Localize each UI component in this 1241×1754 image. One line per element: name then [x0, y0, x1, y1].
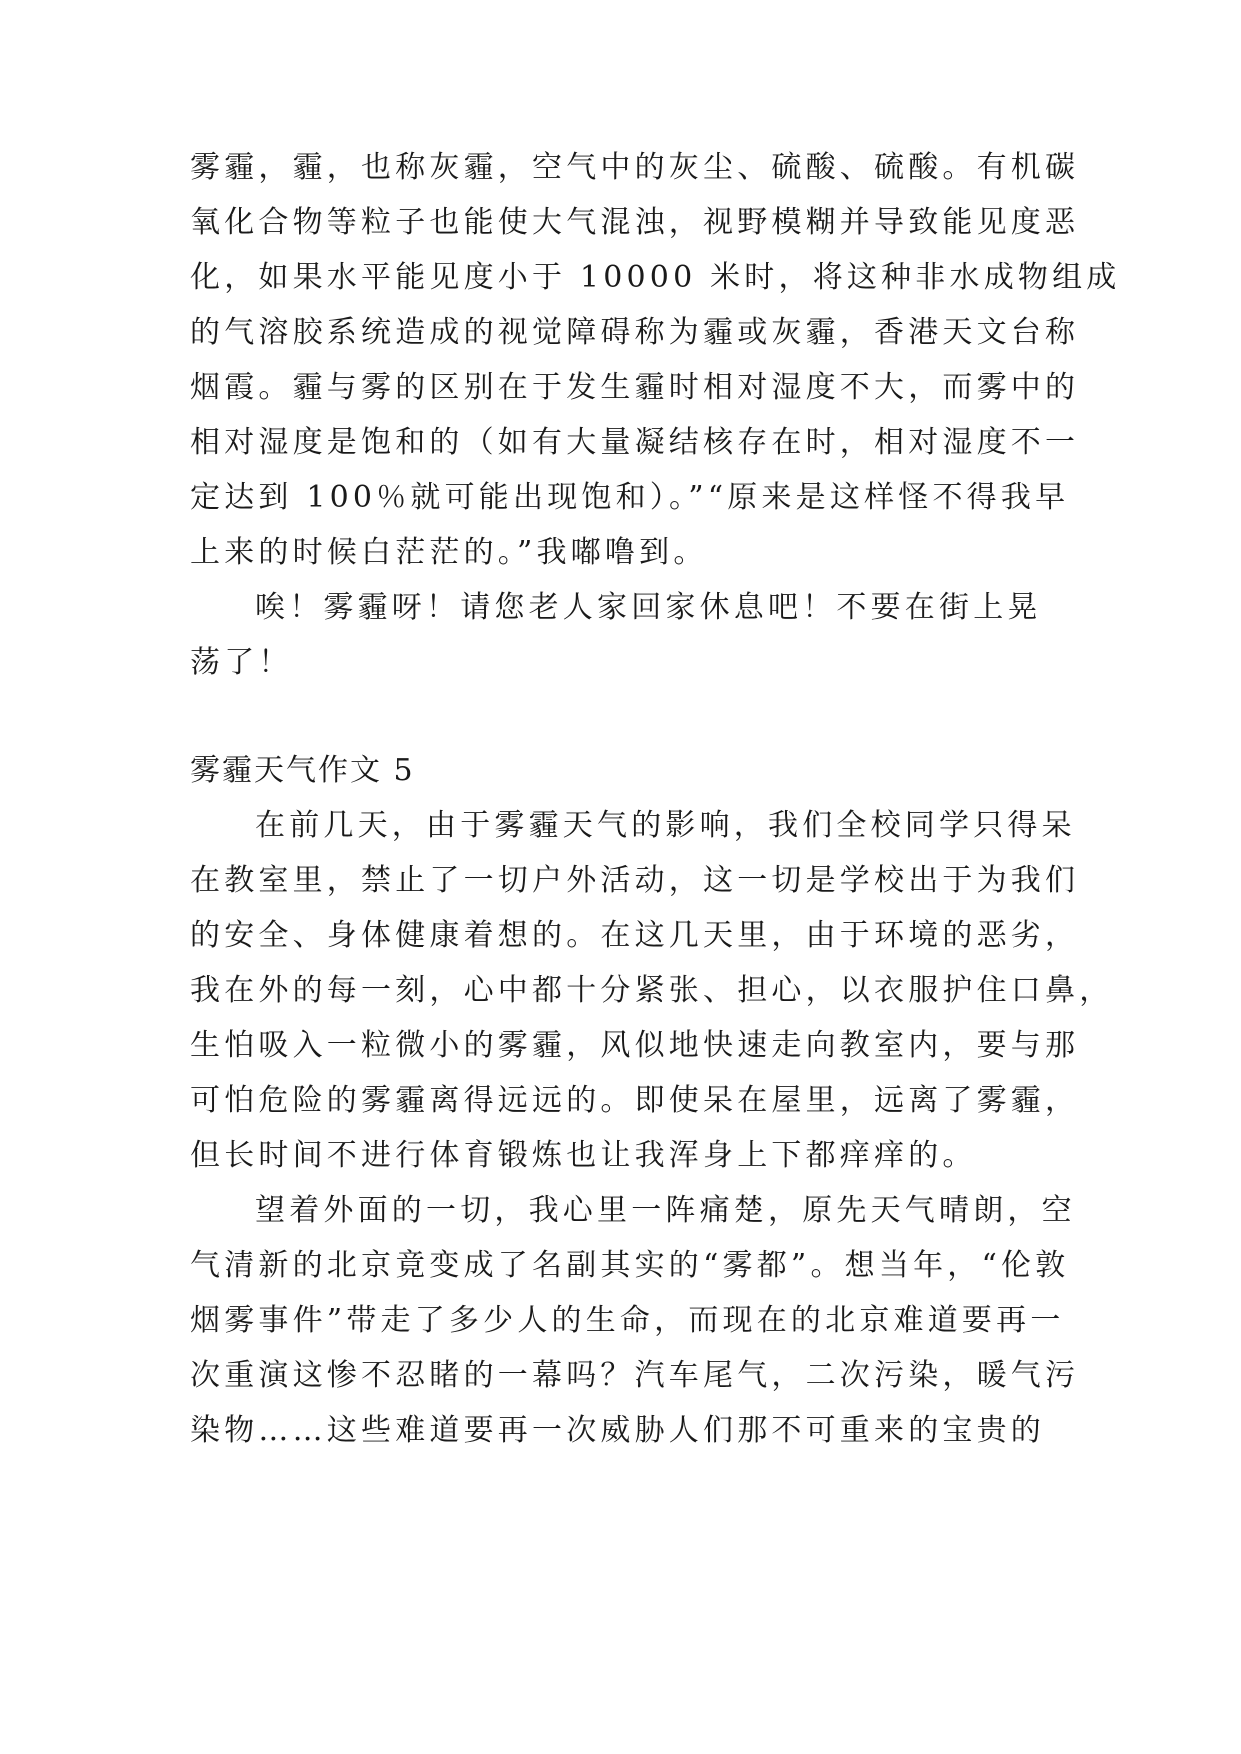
paragraph-2-line-2: 荡了！ — [190, 645, 293, 680]
paragraph-3-line-6: 可怕危险的雾霾离得远远的。即使呆在屋里，远离了雾霾， — [190, 1083, 1080, 1118]
paragraph-2-line-1: 唉！雾霾呀！请您老人家回家休息吧！不要在街上晃 — [255, 590, 1042, 625]
paragraph-4-line-1: 望着外面的一切，我心里一阵痛楚，原先天气晴朗，空 — [255, 1193, 1076, 1228]
paragraph-3-line-7: 但长时间不进行体育锻炼也让我浑身上下都痒痒的。 — [190, 1138, 977, 1173]
paragraph-3-line-2: 在教室里，禁止了一切户外活动，这一切是学校出于为我们 — [190, 863, 1080, 898]
paragraph-4-line-2: 气清新的北京竟变成了名副其实的“雾都”。想当年，“伦敦 — [190, 1248, 1070, 1283]
paragraph-1-line-5: 烟霞。霾与雾的区别在于发生霾时相对湿度不大，而雾中的 — [190, 370, 1080, 405]
paragraph-4-line-3: 烟雾事件”带走了多少人的生命，而现在的北京难道要再一 — [190, 1303, 1065, 1338]
paragraph-4-line-5: 染物……这些难道要再一次威胁人们那不可重来的宝贵的 — [190, 1413, 1045, 1448]
paragraph-3-line-3: 的安全、身体健康着想的。在这几天里，由于环境的恶劣， — [190, 918, 1080, 953]
paragraph-4-line-4: 次重演这惨不忍睹的一幕吗？汽车尾气，二次污染，暖气污 — [190, 1358, 1080, 1393]
paragraph-3-line-5: 生怕吸入一粒微小的雾霾，风似地快速走向教室内，要与那 — [190, 1028, 1080, 1063]
paragraph-1-line-2: 氧化合物等粒子也能使大气混浊，视野模糊并导致能见度恶 — [190, 205, 1080, 240]
section-heading: 雾霾天气作文 5 — [190, 753, 415, 788]
paragraph-1-line-6: 相对湿度是饱和的（如有大量凝结核存在时，相对湿度不一 — [190, 425, 1080, 460]
paragraph-1-line-1: 雾霾，霾，也称灰霾，空气中的灰尘、硫酸、硫酸。有机碳 — [190, 150, 1080, 185]
paragraph-1-line-3: 化，如果水平能见度小于 10000 米时，将这种非水成物组成 — [190, 260, 1121, 295]
paragraph-1-line-8: 上来的时候白茫茫的。”我嘟噜到。 — [190, 535, 708, 570]
paragraph-1-line-4: 的气溶胶系统造成的视觉障碍称为霾或灰霾，香港天文台称 — [190, 315, 1080, 350]
paragraph-3-line-4: 我在外的每一刻，心中都十分紧张、担心，以衣服护住口鼻， — [190, 973, 1114, 1008]
paragraph-3-line-1: 在前几天，由于雾霾天气的影响，我们全校同学只得呆 — [255, 808, 1076, 843]
paragraph-1-line-7: 定达到 100％就可能出现饱和）。”“原来是这样怪不得我早 — [190, 480, 1070, 515]
